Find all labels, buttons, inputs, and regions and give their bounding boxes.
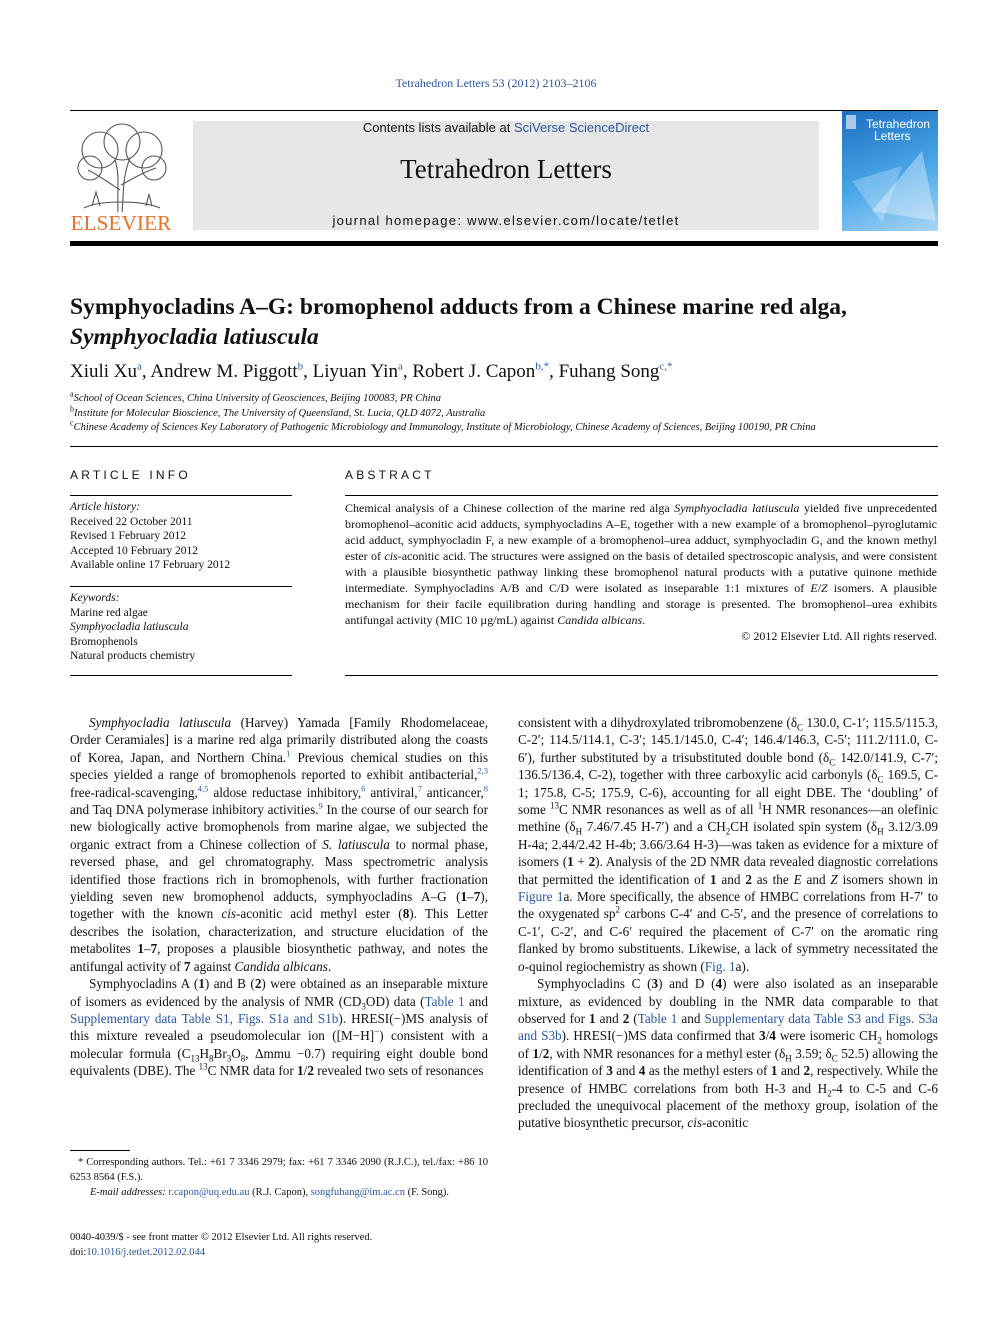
affiliation: [70, 389, 940, 404]
author-name: Andrew M. Piggott: [150, 361, 298, 382]
history-item: Revised 1 February 2012: [70, 530, 186, 542]
affiliation-rule: [70, 446, 938, 447]
contents-line: [193, 120, 819, 135]
doi-line: [70, 1245, 488, 1260]
affiliation-sup: b: [70, 404, 74, 414]
author-name: Xiuli Xu: [70, 361, 138, 382]
keyword-item: Marine red algae: [70, 606, 148, 619]
keyword-item: Symphyocladia latiuscula: [70, 621, 189, 633]
copyright: © 2012 Elsevier Ltd. All rights reserved.: [741, 629, 937, 643]
author-name: Robert J. Capon: [412, 361, 536, 382]
contents-prefix: Contents lists available at: [362, 120, 511, 135]
doi-label: doi:: [70, 1247, 87, 1258]
email-owner: (R.J. Capon),: [252, 1187, 309, 1198]
front-matter: 0040-4039/$ - see front matter © 2012 Elsevier Ltd. All rights reserved.: [70, 1232, 373, 1243]
abstract-body: Chemical analysis of a Chinese collection of the marine red alga Symphyocladia latiuscula yielded five unprecedented bromophenol–aconitic acid adducts, symphyocladins A–E, together with a new example of a bromophenol–pyroglutamic acid adduct, symphyocladin F, a new example of a bromophenol–urea adduct, symphyocladin G, and the known methyl ester of cis-aconitic acid. The structures were assigned on the basis of detailed spectroscopic analysis, and were consistent with a plausible biosynthetic pathway linking these bromophenol natural products with a putative quinone methide intermediate. Symphyocladins A/B and C/D were isolated as inseparable 1:1 mixtures of E/Z isomers. A plausible mechanism for their facile equilibration during handling and storage is presented. The bromophenol–urea exhibits antifungal activity (MIC 10 µg/mL) against Candida albicans. © 2012 Elsevier Ltd. All rights reserved.: [345, 501, 938, 643]
author-sup[interactable]: a: [397, 360, 403, 373]
journal-citation: Tetrahedron Letters 53 (2012) 2103–2106: [395, 76, 597, 90]
history-item: Available online 17 February 2012: [70, 559, 231, 571]
history-item: Received 22 October 2011: [70, 515, 193, 528]
cover-title: [866, 118, 930, 142]
article-history: [70, 500, 292, 573]
cover-title-line-2: Letters: [874, 129, 911, 143]
body-column-left: [70, 714, 488, 1080]
publication-info: [70, 1230, 488, 1260]
paragraph: Symphyocladins A (1) and B (2) were obtained as an inseparable mixture of isomers as evidenced by the analysis of NMR $(CD_3OD)$ data (Table 1 and Supplementary data Table S1, Figs. S1a and S1b). HRESI(−)MS analysis of this mixture revealed a pseudomolecular ion ([M−H]−) consistent with a molecular formula ($C_{13}H_8Br_3O_8$, Δmmu −0.7) requiring eight double bond equivalents (DBE). The $^{13}$C NMR data for 1/2 revealed two sets of resonances: [70, 976, 489, 1079]
email-owner: (F. Song).: [407, 1187, 450, 1198]
paragraph: Symphyocladia latiuscula (Harvey) Yamada [Family Rhodomelaceae, Order Ceramiales] is a marine red alga primarily distributed along the coasts of Korea, Japan, and Northern China.$^1$ Previous chemical studies on this species yielded a range of bromophenols reported to exhibit antibacterial,$^{2,3}$ free-radical-scavenging,$^{4,5}$ aldose reductase inhibitory,$^6$ antiviral,$^7$ anticancer,$^8$ and Taq DNA polymerase inhibitory activities.$^9$ In the course of our search for new biologically active bromophenols from marine algae, we subjected the organic extract from a Chinese collection of S. latiuscula to normal phase, reversed phase, and gel chromatography. Mass spectrometric analysis identified those fractions rich in bromophenols, with further fractionation yielding seven new bromophenol adducts, symphyocladins A–G (1–7), together with the known cis-aconitic acid methyl ester (8). This Letter describes the isolation, characterization, and structure elucidation of the metabolites 1–7, proposes a plausible biosynthetic pathway, and notes the antifungal activity of 7 against Candida albicans.: [70, 715, 489, 974]
abstract-rule: [345, 675, 938, 676]
affiliation-sup: a: [70, 389, 74, 399]
cover-title-line-1: Tetrahedron: [866, 117, 931, 131]
journal-name: Tetrahedron Letters: [400, 154, 612, 184]
keyword-item: Bromophenols: [70, 635, 138, 648]
affiliation-text: Institute for Molecular Bioscience, The University of Queensland, St. Lucia, QLD 4072, Australia: [74, 408, 486, 419]
abstract-rule: [345, 495, 938, 496]
body-column-right: [518, 714, 938, 1132]
affiliation-text: School of Ocean Sciences, China University of Geosciences, Beijing 100083, PR China: [73, 393, 441, 404]
title-line-1: Symphyocladins A–G: bromophenol adducts from a Chinese marine red alga,: [70, 294, 847, 320]
info-rule: [70, 586, 292, 587]
author-name: Fuhang Song: [558, 361, 660, 382]
journal-homepage: [193, 213, 819, 228]
affiliation: [70, 418, 940, 433]
author-name: Liyuan Yin: [312, 361, 398, 382]
history-label: Article history:: [70, 501, 140, 513]
publisher-wordmark: ELSEVIER: [70, 211, 172, 235]
keyword-item: Natural products chemistry: [70, 650, 196, 662]
paragraph: Symphyocladins C (3) and D (4) were also isolated as an inseparable mixture, as evidenced by doubling in the NMR data comparable to that observed for 1 and 2 (Table 1 and Supplementary data Table S3 and Figs. S3a and S3b). HRESI(−)MS data confirmed that 3/4 were isomeric $CH_2$ homologs of 1/2, with NMR resonances for a methyl ester ($\delta_H$ 3.59; $\delta_C$ 52.5) allowing the identification of 3 and 4 as the methyl esters of 1 and 2, respectively. While the presence of HMBC correlations from both H-3 and $H_2-4$ to C-5 and C-6 precluded the unequivocal placement of the methoxy group, isolation of the putative biosynthetic precursor, cis-aconitic: [518, 976, 938, 1131]
paragraph: consistent with a dihydroxylated tribromobenzene ($\delta_C$ 130.0, C-1′; 115.5/115.3, C-2′; 114.5/114.1, C-3′; 145.1/145.0, C-4′; 146.4/146.3, C-5′; 111.2/111.0, C-6′), further substituted by a trisubstituted double bond ($\delta_C$ 142.0/141.9, C-7′; 136.5/136.4, C-2), together with three carboxylic acid carbonyls ($\delta_C$ 169.5, C-1; 175.8, C-5; 175.9, C-6), accounting for all eight DBE. The ‘doubling’ of some $^{13}$C NMR resonances as well as of all $^1$H NMR resonances—an olefinic methine ($\delta_H$ 7.46/7.45 H-7′) and a $CH_2CH$ isolated spin system ($\delta_H$ 3.12/3.09 H-4a; 2.44/2.42 H-4b; 3.66/3.64 H-3)—was taken as evidence for a mixture of isomers (1 + 2). Analysis of the 2D NMR data revealed diagnostic correlations that permitted the identification of 1 and 2 as the E and Z isomers shown in Figure 1a. More specifically, the absence of HMBC correlations from H-7′ to the oxygenated $sp^2$ carbons C-4′ and C-5′, and the presence of correlations to C-1′, C-2′, and C-6′ required the placement of C-7′ on the aromatic ring flanked by bromo substituents. Likewise, a lack of symmetry necessitated the o-quinol regiochemistry as shown (Fig. 1a).: [518, 715, 939, 974]
article-title: [70, 292, 940, 352]
email-link-capon[interactable]: r.capon@uq.edu.au: [168, 1187, 250, 1198]
keywords-label: Keywords:: [70, 592, 120, 604]
doi-link[interactable]: 10.1016/j.tetlet.2012.02.044: [86, 1247, 206, 1258]
affiliation-text: Chinese Academy of Sciences Key Laboratory of Pathogenic Microbiology and Immunology, Institute of Microbiology, Chinese Academy of Sciences, Beijing 100190, PR China: [73, 422, 816, 433]
author-sup[interactable]: b,*: [535, 360, 550, 373]
email-link-song[interactable]: songfuhang@im.ac.cn: [310, 1187, 405, 1198]
history-item: Accepted 10 February 2012: [70, 544, 199, 557]
footnote: [70, 1155, 488, 1200]
email-label: E-mail addresses:: [90, 1187, 166, 1198]
info-rule: [70, 495, 292, 496]
email-note: [70, 1185, 488, 1200]
header-rule: [70, 110, 938, 111]
keywords: [70, 591, 292, 664]
corresponding-note: * Corresponding authors. Tel.: +61 7 3346 2979; fax: +61 7 3346 2090 (R.J.C.), tel./fax: +86 10 6253 8564 (F.S.).: [70, 1157, 488, 1183]
abstract-heading: ABSTRACT: [345, 468, 435, 482]
author-sup[interactable]: b: [297, 360, 304, 373]
homepage-link[interactable]: www.elsevier.com/locate/tetlet: [467, 213, 680, 228]
sciencedirect-link[interactable]: SciVerse ScienceDirect: [513, 120, 650, 135]
info-rule: [70, 675, 292, 676]
header-thick-rule: [70, 241, 938, 246]
title-line-2: Symphyocladia latiuscula: [70, 324, 319, 350]
affiliation: [70, 404, 940, 419]
author-sup[interactable]: a: [137, 360, 142, 373]
article-info-heading: ARTICLE INFO: [70, 468, 191, 482]
author-list: Xiuli Xu$^a$, Andrew M. Piggott$^b$, Liyuan Yin$^a$, Robert J. Capon$^{b,*}$, Fuhang Song$^{c,*}$: [70, 360, 673, 382]
footnote-rule: [70, 1150, 130, 1151]
affiliation-sup: c: [70, 418, 74, 428]
homepage-prefix: journal homepage:: [332, 213, 463, 228]
author-sup[interactable]: c,*: [659, 360, 673, 373]
